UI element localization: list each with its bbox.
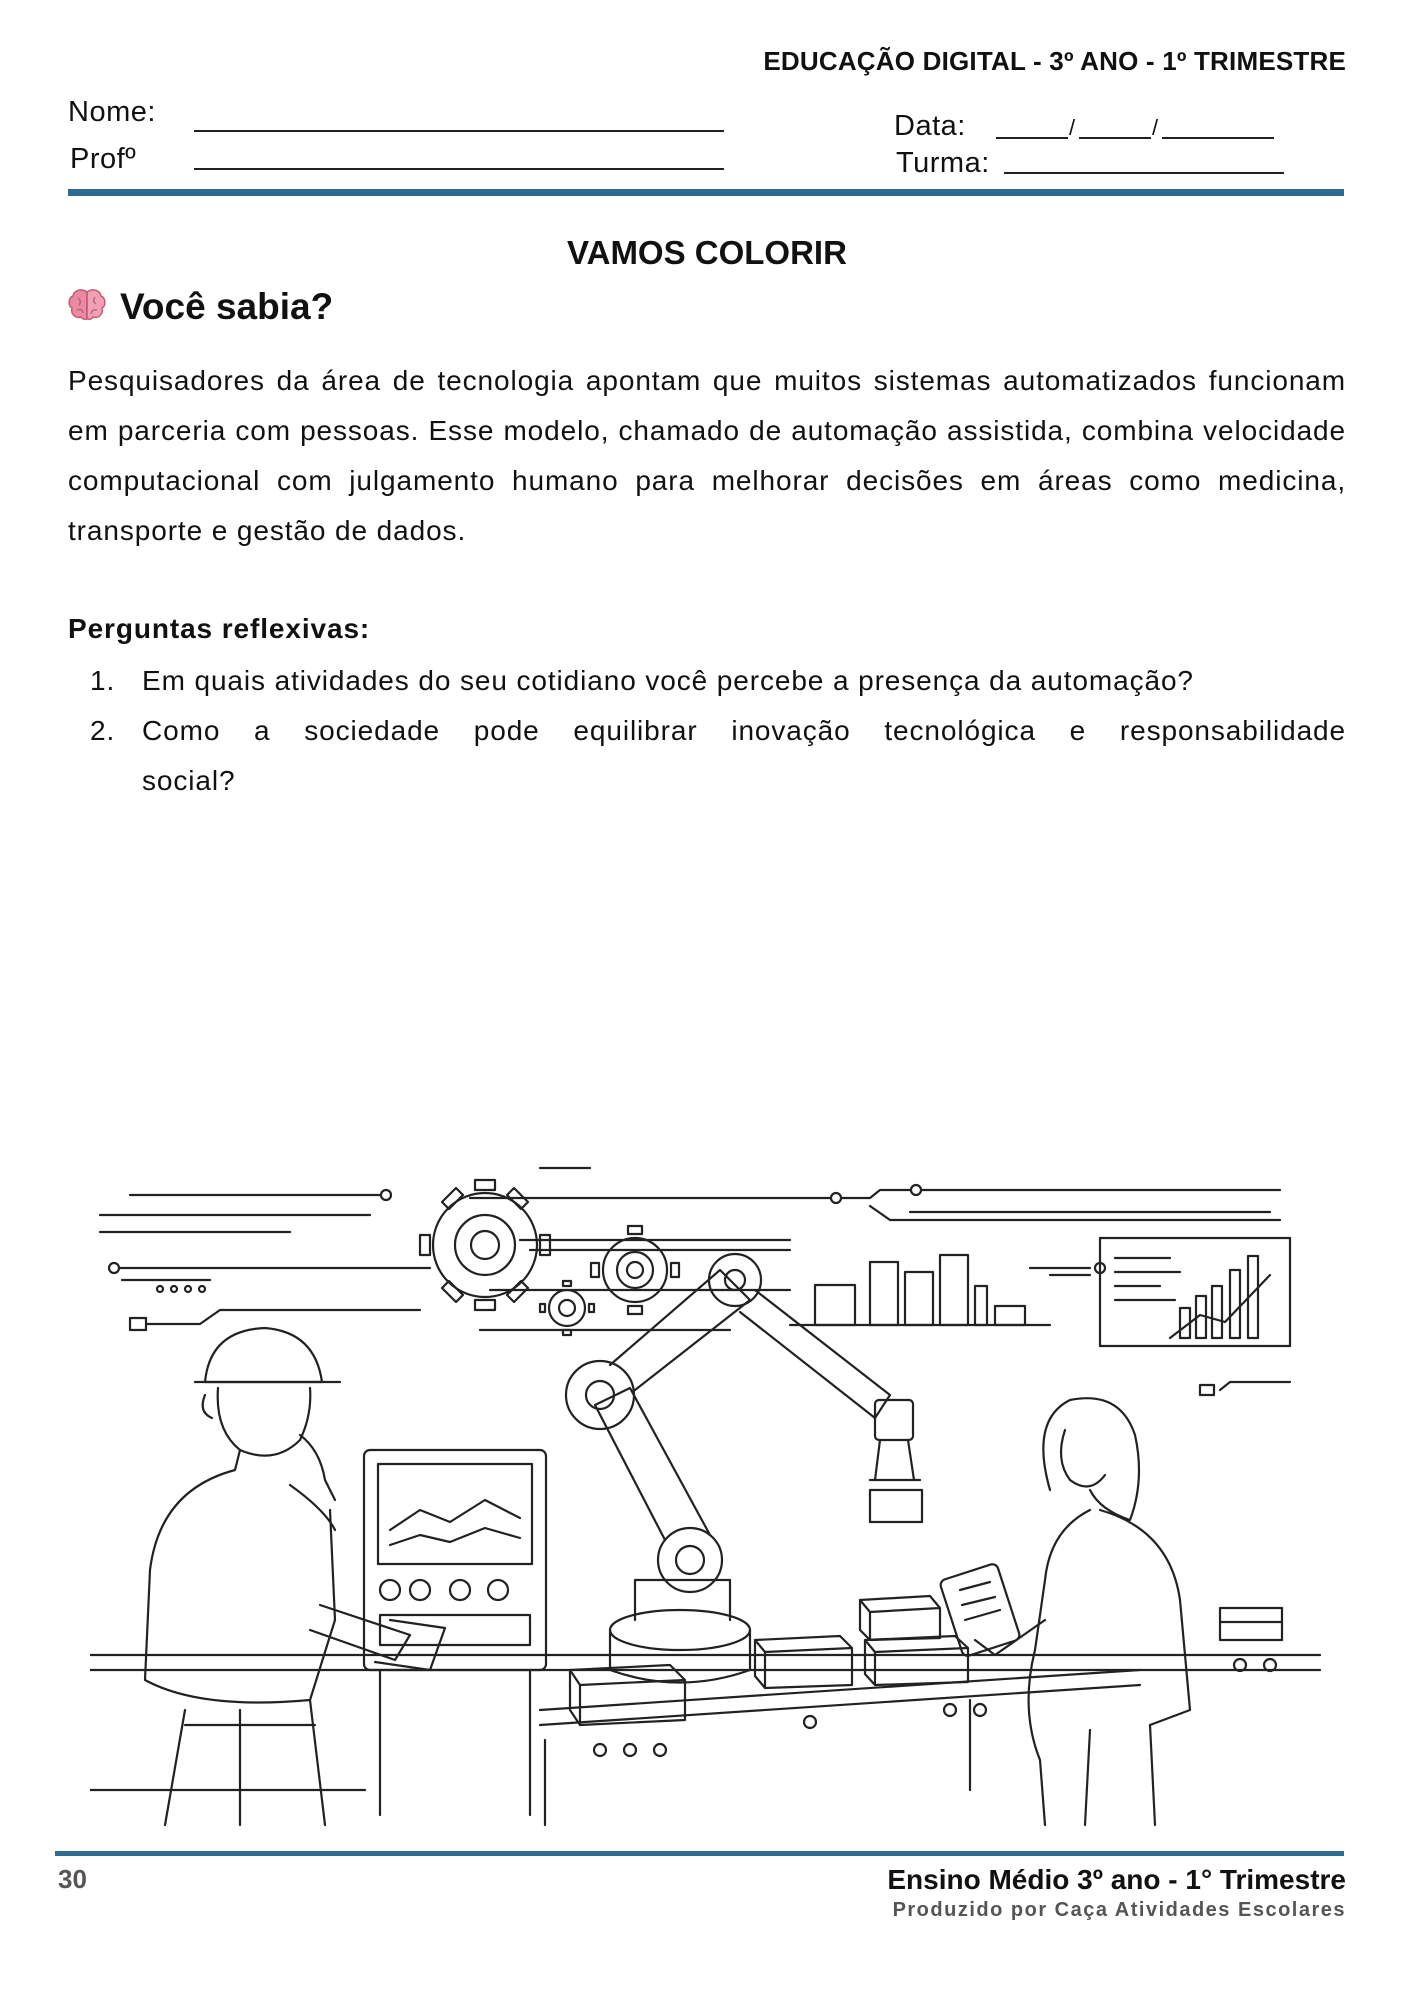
turma-label: Turma: xyxy=(896,147,990,179)
page-number: 30 xyxy=(58,1864,87,1894)
brain-icon xyxy=(68,288,106,327)
subject-title: EDUCAÇÃO DIGITAL - 3º ANO - 1º TRIMESTRE xyxy=(763,46,1346,76)
technician-man-icon xyxy=(145,1328,445,1825)
nome-field-line[interactable] xyxy=(194,130,724,132)
bar-chart-icon xyxy=(790,1255,1050,1325)
info-paragraph: Pesquisadores da área de tecnologia apontam que muitos sistemas automatizados funcionam em parceria com pessoas. Esse modelo, chamado de automação assistida, combina velocidade computacional com julgamento humano para melhorar decisões em áreas como medicina, transporte e gestão de dados. xyxy=(68,365,1346,546)
circuit-lines-icon xyxy=(100,1168,1290,1395)
question-1 xyxy=(90,656,1346,706)
question-text-line-2: social? xyxy=(142,765,236,796)
footer-credit: Produzido por Caça Atividades Escolares xyxy=(892,1899,1346,1921)
prof-field-line[interactable] xyxy=(194,168,724,170)
prof-label: Profº xyxy=(70,143,137,175)
data-slash-1: / xyxy=(1069,115,1076,140)
nome-label: Nome: xyxy=(68,96,156,128)
section-title: Você sabia? xyxy=(120,286,334,327)
question-number: 1. xyxy=(90,665,116,696)
question-2 xyxy=(90,706,1346,806)
data-slash-2: / xyxy=(1152,115,1159,140)
question-number: 2. xyxy=(90,715,116,746)
footer-level: Ensino Médio 3º ano - 1° Trimestre xyxy=(887,1864,1346,1895)
data-day-line[interactable] xyxy=(996,137,1068,139)
questions-title: Perguntas reflexivas: xyxy=(68,613,371,644)
activity-title: VAMOS COLORIR xyxy=(567,234,847,271)
footer-rule xyxy=(55,1851,1344,1856)
coloring-illustration xyxy=(90,1150,1324,1830)
turma-field-line[interactable] xyxy=(1004,172,1284,174)
question-text-line-1: Como a sociedade pode equilibrar inovação tecnológica e responsabilidade xyxy=(142,715,1346,746)
dashboard-screen-icon xyxy=(1100,1238,1290,1346)
engineer-woman-icon xyxy=(939,1398,1190,1825)
header-rule xyxy=(68,189,1344,196)
box-icon xyxy=(570,1596,1282,1725)
data-label: Data: xyxy=(894,110,966,142)
robot-arm-icon xyxy=(566,1254,922,1683)
question-text: Em quais atividades do seu cotidiano você percebe a presença da automação? xyxy=(142,665,1194,696)
data-month-line[interactable] xyxy=(1079,137,1151,139)
data-year-line[interactable] xyxy=(1162,137,1274,139)
section-heading xyxy=(68,286,333,328)
control-console-icon xyxy=(364,1450,546,1815)
